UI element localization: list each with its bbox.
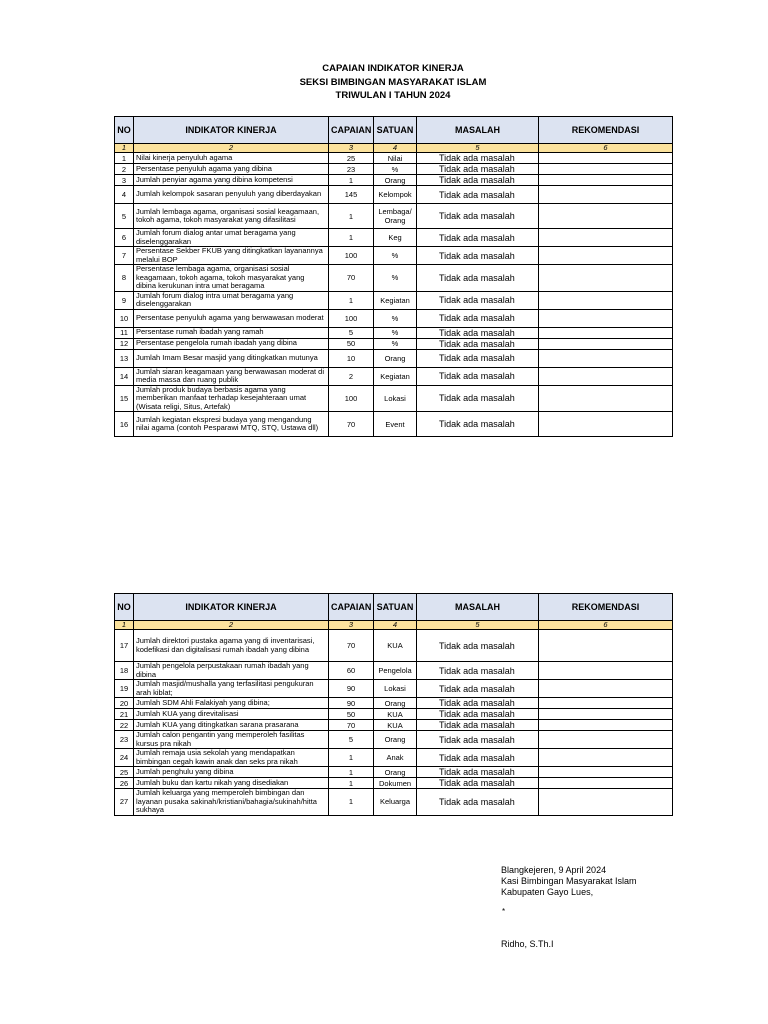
capaian-cell: 2 (329, 367, 374, 385)
col-header-rekomendasi: REKOMENDASI (539, 594, 673, 621)
row-number-cell: 7 (115, 247, 134, 265)
indicator-cell: Persentase lembaga agama, organisasi sosial keagamaan, tokoh agama, tokoh masyarakat yang dibina kerukunan intra umat beragama (134, 265, 329, 292)
masalah-cell: Tidak ada masalah (417, 291, 539, 309)
table-row (115, 367, 673, 385)
indicator-cell: Jumlah penghulu yang dibina (134, 767, 329, 778)
capaian-cell: 70 (329, 412, 374, 437)
indicator-cell: Jumlah kegiatan ekspresi budaya yang mengandung nilai agama (contoh Pesparawi MTQ, STQ, Ustawa dll) (134, 412, 329, 437)
table-row (115, 698, 673, 709)
satuan-cell: Anak (374, 749, 417, 767)
rekomendasi-cell (539, 749, 673, 767)
satuan-cell: % (374, 327, 417, 338)
row-number-cell: 4 (115, 186, 134, 204)
col-number: 2 (134, 621, 329, 630)
col-header-capaian: CAPAIAN (329, 594, 374, 621)
rekomendasi-cell (539, 265, 673, 292)
satuan-cell: % (374, 265, 417, 292)
row-number-cell: 8 (115, 265, 134, 292)
table-row (115, 749, 673, 767)
col-number: 4 (374, 621, 417, 630)
rekomendasi-cell (539, 662, 673, 680)
indicator-cell: Persentase penyuluh agama yang dibina (134, 164, 329, 175)
col-number: 5 (417, 144, 539, 153)
table-row (115, 412, 673, 437)
title-line-3: TRIWULAN I TAHUN 2024 (335, 90, 451, 101)
capaian-cell: 90 (329, 698, 374, 709)
satuan-cell: KUA (374, 630, 417, 662)
rekomendasi-cell (539, 153, 673, 164)
rekomendasi-cell (539, 709, 673, 720)
masalah-cell: Tidak ada masalah (417, 778, 539, 789)
row-number-cell: 19 (115, 680, 134, 698)
masalah-cell: Tidak ada masalah (417, 204, 539, 229)
indicator-cell: Jumlah siaran keagamaan yang berwawasan moderat di media massa dan ruang publik (134, 367, 329, 385)
masalah-cell: Tidak ada masalah (417, 229, 539, 247)
row-number-cell: 17 (115, 630, 134, 662)
capaian-cell: 5 (329, 731, 374, 749)
title-line-2: SEKSI BIMBINGAN MASYARAKAT ISLAM (299, 76, 487, 88)
satuan-cell: Orang (374, 698, 417, 709)
capaian-cell: 70 (329, 265, 374, 292)
col-number: 1 (115, 621, 134, 630)
row-number-cell: 16 (115, 412, 134, 437)
row-number-cell: 3 (115, 175, 134, 186)
satuan-cell: Keg (374, 229, 417, 247)
masalah-cell: Tidak ada masalah (417, 698, 539, 709)
indicator-table-1 (114, 116, 673, 437)
row-number-cell: 22 (115, 720, 134, 731)
indicator-cell: Jumlah forum dialog antar umat beragama yang diselenggarakan (134, 229, 329, 247)
satuan-cell: Orang (374, 349, 417, 367)
table-row (115, 385, 673, 412)
rekomendasi-cell (539, 385, 673, 412)
table-row (115, 247, 673, 265)
row-number-cell: 5 (115, 204, 134, 229)
col-number: 3 (329, 144, 374, 153)
rekomendasi-cell (539, 698, 673, 709)
satuan-cell: % (374, 164, 417, 175)
indicator-cell: Nilai kinerja penyuluh agama (134, 153, 329, 164)
indicator-cell: Jumlah SDM Ahli Falakiyah yang dibina; (134, 698, 329, 709)
row-number-cell: 18 (115, 662, 134, 680)
rekomendasi-cell (539, 778, 673, 789)
rekomendasi-cell (539, 338, 673, 349)
masalah-cell: Tidak ada masalah (417, 247, 539, 265)
rekomendasi-cell (539, 731, 673, 749)
row-number-cell: 27 (115, 789, 134, 816)
table-row (115, 349, 673, 367)
satuan-cell: Orang (374, 767, 417, 778)
masalah-cell: Tidak ada masalah (417, 720, 539, 731)
table-row (115, 778, 673, 789)
col-number: 6 (539, 621, 673, 630)
capaian-cell: 23 (329, 164, 374, 175)
masalah-cell: Tidak ada masalah (417, 630, 539, 662)
col-header-satuan: SATUAN (374, 117, 417, 144)
row-number-cell: 12 (115, 338, 134, 349)
signature-block (501, 865, 637, 898)
col-header-masalah: MASALAH (417, 117, 539, 144)
indicator-cell: Jumlah keluarga yang memperoleh bimbingan dan layanan pusaka sakinah/kristiani/bahagia/sukinah/hitta sukhaya (134, 789, 329, 816)
capaian-cell: 50 (329, 338, 374, 349)
column-number-row (115, 621, 673, 630)
table-row (115, 662, 673, 680)
satuan-cell: Pengelola (374, 662, 417, 680)
table-row (115, 186, 673, 204)
capaian-cell: 1 (329, 204, 374, 229)
masalah-cell: Tidak ada masalah (417, 767, 539, 778)
indicator-cell: Jumlah KUA yang direvitalisasi (134, 709, 329, 720)
table-row (115, 175, 673, 186)
satuan-cell: % (374, 338, 417, 349)
masalah-cell: Tidak ada masalah (417, 789, 539, 816)
table-row (115, 291, 673, 309)
row-number-cell: 21 (115, 709, 134, 720)
masalah-cell: Tidak ada masalah (417, 412, 539, 437)
rekomendasi-cell (539, 309, 673, 327)
masalah-cell: Tidak ada masalah (417, 367, 539, 385)
capaian-cell: 1 (329, 749, 374, 767)
column-number-row (115, 144, 673, 153)
satuan-cell: Kelompok (374, 186, 417, 204)
row-number-cell: 23 (115, 731, 134, 749)
rekomendasi-cell (539, 720, 673, 731)
table-row (115, 327, 673, 338)
satuan-cell: Event (374, 412, 417, 437)
col-header-capaian: CAPAIAN (329, 117, 374, 144)
row-number-cell: 11 (115, 327, 134, 338)
signature-title-2: Kabupaten Gayo Lues, (501, 887, 594, 897)
col-header-no: NO (115, 117, 134, 144)
indicator-cell: Persentase pengelola rumah ibadah yang dibina (134, 338, 329, 349)
masalah-cell: Tidak ada masalah (417, 164, 539, 175)
satuan-cell: Lokasi (374, 680, 417, 698)
table-row (115, 153, 673, 164)
satuan-cell: Lokasi (374, 385, 417, 412)
capaian-cell: 100 (329, 385, 374, 412)
satuan-cell: % (374, 247, 417, 265)
capaian-cell: 145 (329, 186, 374, 204)
masalah-cell: Tidak ada masalah (417, 186, 539, 204)
row-number-cell: 9 (115, 291, 134, 309)
capaian-cell: 70 (329, 720, 374, 731)
table-row (115, 338, 673, 349)
rekomendasi-cell (539, 186, 673, 204)
row-number-cell: 25 (115, 767, 134, 778)
col-header-satuan: SATUAN (374, 594, 417, 621)
title-line-1: CAPAIAN INDIKATOR KINERJA (322, 63, 464, 74)
col-number: 6 (539, 144, 673, 153)
col-header-indikator: INDIKATOR KINERJA (134, 594, 329, 621)
table-row (115, 164, 673, 175)
masalah-cell: Tidak ada masalah (417, 709, 539, 720)
indicator-cell: Persentase Sekber FKUB yang ditingkatkan layanannya melalui BOP (134, 247, 329, 265)
document-title (0, 62, 768, 103)
indicator-cell: Jumlah masjid/mushalla yang terfasilitasi pengukuran arah kiblat; (134, 680, 329, 698)
signature-mark: * (502, 907, 506, 916)
rekomendasi-cell (539, 327, 673, 338)
col-number: 4 (374, 144, 417, 153)
row-number-cell: 10 (115, 309, 134, 327)
masalah-cell: Tidak ada masalah (417, 385, 539, 412)
row-number-cell: 26 (115, 778, 134, 789)
capaian-cell: 70 (329, 630, 374, 662)
satuan-cell: KUA (374, 709, 417, 720)
masalah-cell: Tidak ada masalah (417, 662, 539, 680)
rekomendasi-cell (539, 630, 673, 662)
col-header-masalah: MASALAH (417, 594, 539, 621)
satuan-cell: % (374, 309, 417, 327)
indicator-cell: Jumlah KUA yang ditingkatkan sarana prasarana (134, 720, 329, 731)
table-row (115, 309, 673, 327)
indicator-cell: Jumlah penyiar agama yang dibina kompetensi (134, 175, 329, 186)
col-header-no: NO (115, 594, 134, 621)
rekomendasi-cell (539, 291, 673, 309)
rekomendasi-cell (539, 204, 673, 229)
signature-name: Ridho, S.Th.I (501, 939, 554, 949)
indicator-cell: Jumlah remaja usia sekolah yang mendapatkan bimbingan cegah kawin anak dan seks pra nikah (134, 749, 329, 767)
indicator-cell: Persentase rumah ibadah yang ramah (134, 327, 329, 338)
satuan-cell: Kegiatan (374, 291, 417, 309)
masalah-cell: Tidak ada masalah (417, 338, 539, 349)
capaian-cell: 25 (329, 153, 374, 164)
indicator-cell: Jumlah kelompok sasaran penyuluh yang diberdayakan (134, 186, 329, 204)
row-number-cell: 1 (115, 153, 134, 164)
col-header-indikator: INDIKATOR KINERJA (134, 117, 329, 144)
capaian-cell: 1 (329, 291, 374, 309)
capaian-cell: 100 (329, 247, 374, 265)
rekomendasi-cell (539, 767, 673, 778)
capaian-cell: 1 (329, 767, 374, 778)
indicator-table-2 (114, 593, 673, 816)
table-row (115, 204, 673, 229)
table-row (115, 229, 673, 247)
col-number: 2 (134, 144, 329, 153)
satuan-cell: Nilai (374, 153, 417, 164)
table-row (115, 680, 673, 698)
table-row (115, 265, 673, 292)
masalah-cell: Tidak ada masalah (417, 680, 539, 698)
satuan-cell: Kegiatan (374, 367, 417, 385)
masalah-cell: Tidak ada masalah (417, 153, 539, 164)
table-row (115, 731, 673, 749)
rekomendasi-cell (539, 412, 673, 437)
masalah-cell: Tidak ada masalah (417, 327, 539, 338)
rekomendasi-cell (539, 367, 673, 385)
satuan-cell: Orang (374, 175, 417, 186)
capaian-cell: 60 (329, 662, 374, 680)
row-number-cell: 15 (115, 385, 134, 412)
rekomendasi-cell (539, 175, 673, 186)
rekomendasi-cell (539, 789, 673, 816)
indicator-cell: Jumlah lembaga agama, organisasi sosial keagamaan, tokoh agama, tokoh masyarakat yang difasilitasi (134, 204, 329, 229)
table-row (115, 789, 673, 816)
row-number-cell: 20 (115, 698, 134, 709)
rekomendasi-cell (539, 164, 673, 175)
indicator-cell: Jumlah produk budaya berbasis agama yang memberikan manfaat terhadap kesejahteraan umat (Wisata religi, Situs, Artefak) (134, 385, 329, 412)
masalah-cell: Tidak ada masalah (417, 175, 539, 186)
col-header-rekomendasi: REKOMENDASI (539, 117, 673, 144)
row-number-cell: 2 (115, 164, 134, 175)
row-number-cell: 6 (115, 229, 134, 247)
indicator-cell: Jumlah calon pengantin yang memperoleh fasilitas kursus pra nikah (134, 731, 329, 749)
masalah-cell: Tidak ada masalah (417, 731, 539, 749)
col-number: 3 (329, 621, 374, 630)
capaian-cell: 5 (329, 327, 374, 338)
capaian-cell: 50 (329, 709, 374, 720)
row-number-cell: 24 (115, 749, 134, 767)
capaian-cell: 10 (329, 349, 374, 367)
table-row (115, 767, 673, 778)
masalah-cell: Tidak ada masalah (417, 349, 539, 367)
table-row (115, 709, 673, 720)
capaian-cell: 1 (329, 175, 374, 186)
col-number: 1 (115, 144, 134, 153)
signature-place-date: Blangkejeren, 9 April 2024 (501, 865, 607, 875)
table-row (115, 720, 673, 731)
indicator-cell: Jumlah Imam Besar masjid yang ditingkatkan mutunya (134, 349, 329, 367)
indicator-cell: Jumlah buku dan kartu nikah yang disediakan (134, 778, 329, 789)
indicator-cell: Jumlah pengelola perpustakaan rumah ibadah yang dibina (134, 662, 329, 680)
satuan-cell: Lembaga/ Orang (374, 204, 417, 229)
capaian-cell: 100 (329, 309, 374, 327)
rekomendasi-cell (539, 680, 673, 698)
capaian-cell: 1 (329, 789, 374, 816)
table-row (115, 630, 673, 662)
capaian-cell: 90 (329, 680, 374, 698)
satuan-cell: Keluarga (374, 789, 417, 816)
indicator-cell: Persentase penyuluh agama yang berwawasan moderat (134, 309, 329, 327)
masalah-cell: Tidak ada masalah (417, 309, 539, 327)
satuan-cell: Orang (374, 731, 417, 749)
rekomendasi-cell (539, 247, 673, 265)
indicator-cell: Jumlah direktori pustaka agama yang di inventarisasi, kodefikasi dan digitalisasi rumah ibadah yang dibina (134, 630, 329, 662)
row-number-cell: 13 (115, 349, 134, 367)
row-number-cell: 14 (115, 367, 134, 385)
indicator-cell: Jumlah forum dialog intra umat beragama yang diselenggarakan (134, 291, 329, 309)
satuan-cell: KUA (374, 720, 417, 731)
capaian-cell: 1 (329, 778, 374, 789)
capaian-cell: 1 (329, 229, 374, 247)
rekomendasi-cell (539, 349, 673, 367)
col-number: 5 (417, 621, 539, 630)
masalah-cell: Tidak ada masalah (417, 749, 539, 767)
masalah-cell: Tidak ada masalah (417, 265, 539, 292)
rekomendasi-cell (539, 229, 673, 247)
signature-title-1: Kasi Bimbingan Masyarakat Islam (501, 876, 637, 886)
satuan-cell: Dokumen (374, 778, 417, 789)
